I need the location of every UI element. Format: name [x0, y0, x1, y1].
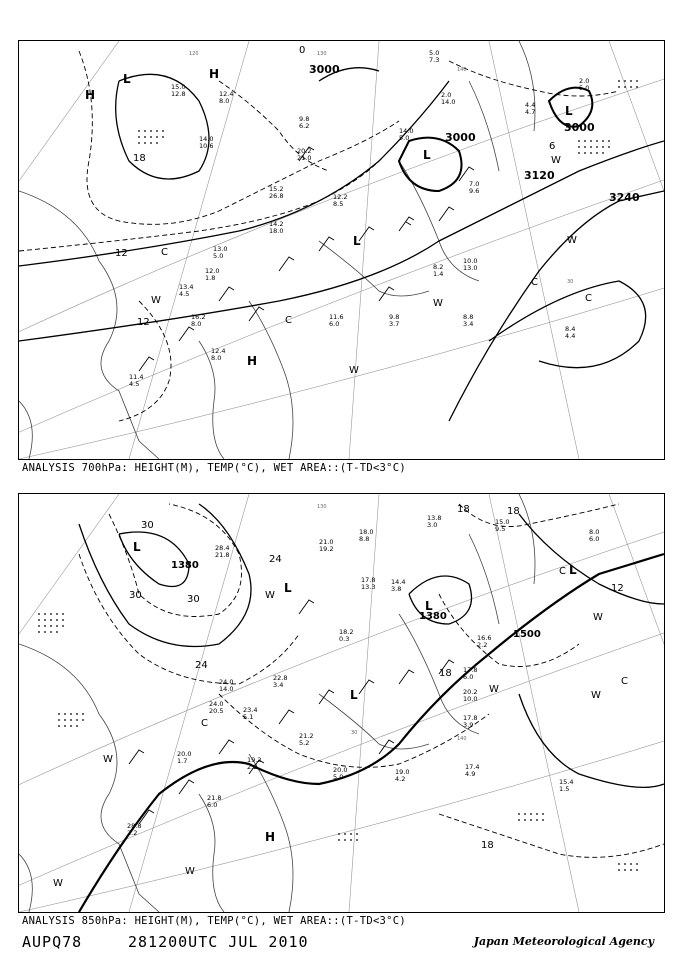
warm-marker: W [185, 866, 195, 877]
station-dewpoint: 5.2 [299, 739, 310, 747]
station-dewpoint: 4.7 [525, 108, 536, 116]
station-temp: 20.2 [463, 688, 478, 696]
station-dewpoint: 19.2 [319, 545, 334, 553]
station-temp: 28.8 [127, 822, 142, 830]
warm-marker: W [591, 690, 601, 701]
isotherm-label: 12 [611, 583, 624, 594]
warm-marker: W [53, 878, 63, 889]
isotherm-label: 30 [129, 590, 142, 601]
station-temp: 16.6 [477, 634, 492, 642]
station-dewpoint: 3.9 [463, 721, 474, 729]
station-temp: 10.0 [463, 257, 478, 265]
isotherm-label: 18 [481, 840, 494, 851]
high-center: H [247, 354, 258, 368]
station-dewpoint: 9.5 [495, 525, 506, 533]
isotherm-label: 12 [137, 317, 150, 328]
cold-marker: C [161, 247, 168, 258]
station-dewpoint: 5.0 [579, 84, 590, 92]
isotherm-label: 0 [299, 45, 306, 56]
station-temp: 11.6 [329, 313, 344, 321]
station-dewpoint: 6.2 [299, 122, 310, 130]
cold-marker: C [559, 566, 566, 577]
station-temp: 17.8 [463, 666, 478, 674]
station-temp: 17.4 [465, 763, 480, 771]
station-dewpoint: 20.5 [209, 707, 224, 715]
low-center: L [423, 148, 431, 162]
station-dewpoint: 9.6 [469, 187, 480, 195]
low-center: L [425, 599, 433, 613]
station-dewpoint: 6.0 [207, 801, 218, 809]
height-label: 1380 [419, 611, 447, 622]
station-dewpoint: 21.0 [297, 154, 312, 162]
cold-marker: C [585, 293, 592, 304]
height-label: 3000 [309, 63, 340, 76]
station-dewpoint: 10.6 [199, 142, 214, 150]
warm-marker: W [349, 365, 359, 376]
station-temp: 11.4 [129, 373, 144, 381]
station-temp: 13.8 [427, 514, 442, 522]
station-dewpoint: 18.0 [269, 227, 284, 235]
station-temp: 21.2 [299, 732, 314, 740]
isotherm-label: 6 [549, 141, 556, 152]
cold-marker: C [621, 676, 628, 687]
low-center: L [569, 563, 577, 577]
station-temp: 16.2 [191, 313, 206, 321]
station-temp: 12.2 [333, 193, 348, 201]
longitude-label: 130 [317, 51, 327, 57]
station-dewpoint: 14.0 [219, 685, 234, 693]
high-center: H [265, 830, 276, 844]
station-dewpoint: 4.5 [129, 380, 140, 388]
station-dewpoint: 13.0 [463, 264, 478, 272]
station-temp: 20.0 [333, 766, 348, 774]
station-temp: 9.8 [299, 115, 310, 123]
graticule-labels [189, 51, 573, 285]
warm-marker: W [265, 590, 275, 601]
station-temp: 17.8 [463, 714, 478, 722]
station-temp: 14.0 [199, 135, 214, 143]
station-temp: 2.0 [441, 91, 452, 99]
station-dewpoint: 8.0 [211, 354, 222, 362]
station-temp: 12.0 [205, 267, 220, 275]
cold-marker: C [201, 718, 208, 729]
station-temp: 14.4 [391, 578, 406, 586]
warm-marker: W [433, 298, 443, 309]
longitude-label: 140 [457, 736, 467, 742]
height-label: 1380 [171, 560, 199, 571]
isotherm-label: 18 [507, 506, 520, 517]
station-dewpoint: 21.8 [215, 551, 230, 559]
warm-marker: W [593, 612, 603, 623]
isotherm-label: 18 [133, 153, 146, 164]
station-temp: 21.0 [319, 538, 334, 546]
caption-850hpa: ANALYSIS 850hPa: HEIGHT(M), TEMP(°C), WET AREA::(T-TD<3°C) [22, 915, 407, 927]
graticule [19, 494, 664, 912]
station-dewpoint: 5.0 [333, 773, 344, 781]
station-temp: 12.4 [211, 347, 226, 355]
latitude-label: 30 [567, 279, 574, 285]
height-label: 3000 [564, 121, 595, 134]
station-dewpoint: 1.4 [433, 270, 444, 278]
isotherm-labels [129, 504, 624, 851]
station-dewpoint: 8.0 [191, 320, 202, 328]
station-temp: 8.4 [565, 325, 576, 333]
station-temp: 8.8 [463, 313, 474, 321]
station-temp: 15.2 [269, 185, 284, 193]
warm-marker: W [567, 235, 577, 246]
station-dewpoint: 7.3 [429, 56, 440, 64]
advection-labels [53, 566, 628, 889]
chart-identifier: AUPQ78 [22, 933, 83, 951]
station-dewpoint: 1.5 [559, 785, 570, 793]
cold-marker: C [531, 277, 538, 288]
isotherm-label: 30 [141, 520, 154, 531]
low-center: L [123, 72, 131, 86]
station-dewpoint: 6.0 [463, 673, 474, 681]
station-temp: 15.0 [171, 83, 186, 91]
isotherm-label: 18 [439, 668, 452, 679]
isotherm-label: 12 [115, 248, 128, 259]
station-dewpoint: 8.5 [333, 200, 344, 208]
warm-marker: W [551, 155, 561, 166]
advection-labels [151, 155, 592, 376]
agency-credit: Japan Meteorological Agency [473, 935, 654, 948]
station-dewpoint: 8.8 [359, 535, 370, 543]
height-label: 1500 [513, 629, 541, 640]
station-temp: 19.0 [395, 768, 410, 776]
station-temp: 15.0 [495, 518, 510, 526]
station-dewpoint: 13.3 [361, 583, 376, 591]
station-dewpoint: 1.8 [205, 274, 216, 282]
station-temp: 13.0 [213, 245, 228, 253]
analysis-700hpa-map [18, 40, 665, 460]
station-temp: 24.0 [209, 700, 224, 708]
longitude-label: 120 [189, 51, 199, 57]
station-temp: 20.0 [177, 750, 192, 758]
station-temp: 17.8 [361, 576, 376, 584]
station-temp: 20.2 [297, 147, 312, 155]
longitude-label: 140 [457, 67, 467, 73]
pressure-centers [133, 540, 577, 844]
station-temp: 12.4 [219, 90, 234, 98]
station-dewpoint: 3.4 [273, 681, 284, 689]
station-dewpoint: 6.0 [329, 320, 340, 328]
station-dewpoint: 3.7 [389, 320, 400, 328]
station-dewpoint: 5.0 [213, 252, 224, 260]
station-dewpoint: 2.2 [477, 641, 488, 649]
longitude-label: 130 [317, 504, 327, 510]
station-dewpoint: 3.8 [391, 585, 402, 593]
station-temp: 13.4 [179, 283, 194, 291]
station-dewpoint: 4.4 [565, 332, 576, 340]
station-temp: 5.0 [429, 49, 440, 57]
warm-marker: W [489, 684, 499, 695]
station-dewpoint: 12.8 [171, 90, 186, 98]
map-850hpa-svg [19, 494, 664, 912]
valid-time: 281200UTC JUL 2010 [128, 933, 309, 951]
station-temp: 4.4 [525, 101, 536, 109]
station-temp: 14.2 [269, 220, 284, 228]
station-dewpoint: 2.2 [127, 829, 138, 837]
high-center: H [85, 88, 96, 102]
station-temp: 18.2 [339, 628, 354, 636]
wind-barbs [129, 600, 454, 824]
station-temp: 7.0 [469, 180, 480, 188]
isotherms [79, 504, 664, 857]
station-dewpoint: 1.7 [177, 757, 188, 765]
station-temp: 9.8 [389, 313, 400, 321]
station-dewpoint: 4.5 [179, 290, 190, 298]
coastlines [19, 41, 535, 459]
analysis-850hpa-map [18, 493, 665, 913]
station-temp: 8.0 [589, 528, 600, 536]
warm-marker: W [151, 295, 161, 306]
station-temp: 22.8 [273, 674, 288, 682]
isotherm-label: 18 [457, 504, 470, 515]
station-dewpoint: 26.8 [269, 192, 284, 200]
station-temp: 28.4 [215, 544, 230, 552]
station-dewpoint: 0.3 [339, 635, 350, 643]
caption-700hpa: ANALYSIS 700hPa: HEIGHT(M), TEMP(°C), WET AREA::(T-TD<3°C) [22, 462, 407, 474]
station-temp: 14.0 [399, 127, 414, 135]
wind-barbs [139, 147, 474, 371]
cold-marker: C [285, 315, 292, 326]
station-dewpoint: 4.2 [395, 775, 406, 783]
station-dewpoint: 5.0 [399, 134, 410, 142]
map-700hpa-svg [19, 41, 664, 459]
station-dewpoint: 3.4 [463, 320, 474, 328]
height-label: 3240 [609, 191, 640, 204]
station-temp: 21.8 [207, 794, 222, 802]
station-dewpoint: 3.0 [427, 521, 438, 529]
low-center: L [284, 581, 292, 595]
station-temp: 8.2 [433, 263, 444, 271]
station-dewpoint: 8.0 [219, 97, 230, 105]
station-temp: 24.0 [219, 678, 234, 686]
station-temp: 15.4 [559, 778, 574, 786]
low-center: L [565, 104, 573, 118]
station-dewpoint: 14.0 [441, 98, 456, 106]
height-label: 3120 [524, 169, 555, 182]
low-center: L [350, 688, 358, 702]
latitude-label: 30 [351, 730, 358, 736]
station-dewpoint: 4.9 [465, 770, 476, 778]
station-temp: 2.0 [579, 77, 590, 85]
station-temp: 23.4 [243, 706, 258, 714]
height-label: 3000 [445, 131, 476, 144]
low-center: L [353, 234, 361, 248]
station-dewpoint: 5.1 [243, 713, 254, 721]
isotherm-label: 24 [195, 660, 208, 671]
station-dewpoint: 10.0 [463, 695, 478, 703]
high-center: H [209, 67, 220, 81]
isotherm-label: 24 [269, 554, 282, 565]
station-dewpoint: 2.2 [247, 763, 258, 771]
low-center: L [133, 540, 141, 554]
isotherm-label: 30 [187, 594, 200, 605]
station-dewpoint: 6.0 [589, 535, 600, 543]
station-temp: 19.2 [247, 756, 262, 764]
station-temp: 18.0 [359, 528, 374, 536]
warm-marker: W [103, 754, 113, 765]
